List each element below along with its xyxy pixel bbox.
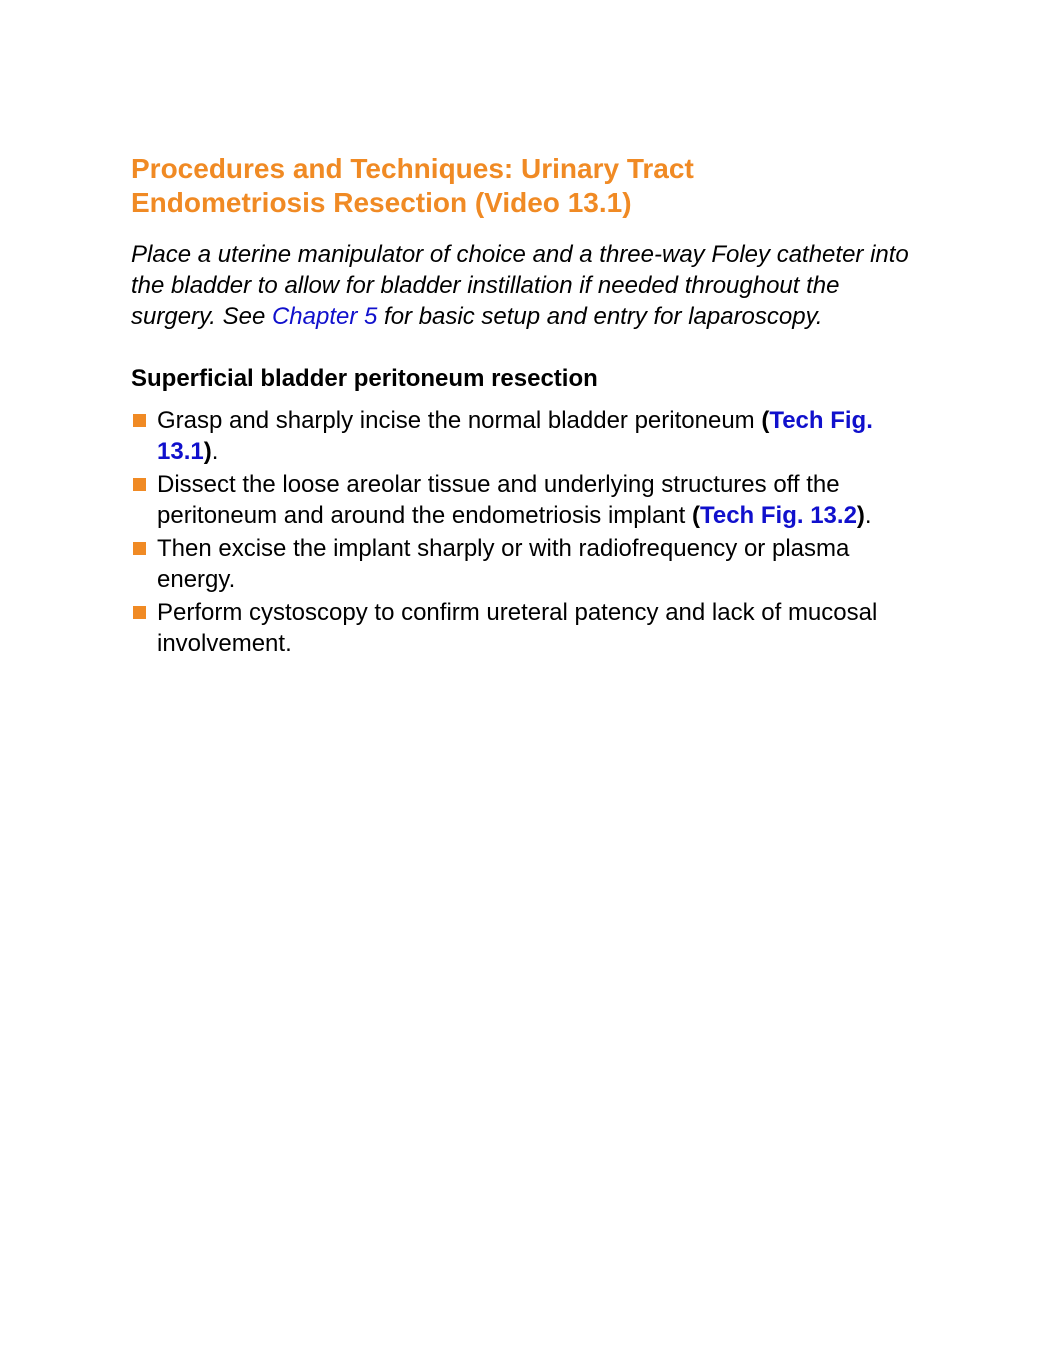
- bullet-text: Then excise the implant sharply or with radiofrequency or plasma energy.: [157, 535, 850, 593]
- bullet-list: [131, 405, 931, 659]
- tech-fig-13-1-link[interactable]: Tech Fig. 13.1: [157, 407, 873, 465]
- list-item: [131, 533, 931, 595]
- intro-text-after: for basic setup and entry for laparoscopy.: [377, 303, 823, 330]
- ref-close-paren: ): [203, 438, 212, 465]
- section-title-line-2: Endometriosis Resection (Video 13.1): [131, 187, 632, 218]
- bullet-text: Perform cystoscopy to confirm ureteral patency and lack of mucosal involvement.: [157, 599, 878, 657]
- ref-open-paren: (: [761, 407, 770, 434]
- orange-square-bullet-icon: [133, 478, 146, 491]
- bullet-text: Dissect the loose areolar tissue and underlying structures off the peritoneum and around the endometriosis implant: [157, 471, 840, 529]
- ref-close-paren: ): [856, 502, 865, 529]
- orange-square-bullet-icon: [133, 542, 146, 555]
- orange-square-bullet-icon: [133, 414, 146, 427]
- subheading: Superficial bladder peritoneum resection: [131, 365, 598, 392]
- section-title-line-1: Procedures and Techniques: Urinary Tract: [131, 153, 694, 184]
- bullet-text: Grasp and sharply incise the normal bladder peritoneum: [157, 407, 762, 434]
- intro-paragraph: [131, 239, 931, 332]
- list-item: [131, 597, 931, 659]
- document-page: [131, 152, 931, 661]
- tech-fig-13-2-link[interactable]: Tech Fig. 13.2: [699, 502, 857, 529]
- orange-square-bullet-icon: [133, 606, 146, 619]
- bullet-tail: .: [864, 502, 872, 529]
- bullet-tail: .: [211, 438, 219, 465]
- ref-open-paren: (: [691, 502, 700, 529]
- chapter-link[interactable]: Chapter 5: [271, 303, 378, 330]
- list-item: [131, 405, 931, 467]
- intro-text-before: Place a uterine manipulator of choice and a three-way Foley catheter into the bladder to allow for bladder instillation if needed throughout the surgery. See: [131, 241, 909, 330]
- section-title: [131, 152, 931, 220]
- list-item: [131, 469, 931, 531]
